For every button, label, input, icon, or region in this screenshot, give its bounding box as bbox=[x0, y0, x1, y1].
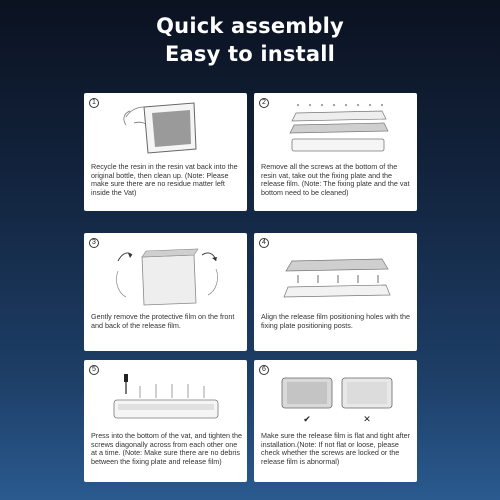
step-card-5 bbox=[84, 360, 247, 482]
vat-exploded-illustration bbox=[274, 99, 400, 161]
step-text-1: Recycle the resin in the resin vat back into the original bottle, then clean up. (Note: Please make sure there are no residue matter left inside the Vat) bbox=[91, 162, 238, 197]
release-film-icon bbox=[286, 259, 388, 271]
arrow-icon bbox=[202, 253, 216, 261]
step-card-2 bbox=[254, 93, 417, 211]
step-text-4: Align the release film positioning holes with the fixing plate positioning posts. bbox=[261, 312, 411, 330]
step-text-5: Press into the bottom of the vat, and tighten the screws diagonally across from each other one at a time. (Note: Make sure there are no debris between the fixing plate and release film) bbox=[91, 431, 243, 466]
step-card-6 bbox=[254, 360, 417, 482]
fixing-plate-icon bbox=[292, 111, 386, 121]
step-card-1 bbox=[84, 93, 247, 211]
step-text-6: Make sure the release film is flat and tight after installation.(Note: If not flat or loose, please check whether the screws are locked or the release film is abnormal) bbox=[261, 431, 411, 466]
tighten-screws-illustration bbox=[104, 368, 230, 426]
hand-icon bbox=[116, 271, 126, 297]
peel-film-illustration bbox=[104, 241, 230, 311]
step-number-5: 5 bbox=[89, 365, 99, 375]
check-icon: ✔ bbox=[303, 415, 311, 425]
screwdriver-icon bbox=[124, 374, 128, 394]
screw-row-icon bbox=[297, 104, 383, 106]
title-line-2: Easy to install bbox=[164, 42, 336, 66]
align-film-illustration bbox=[274, 241, 400, 311]
fixing-plate-icon bbox=[284, 285, 390, 297]
film-check-illustration bbox=[274, 368, 400, 426]
step-number-4: 4 bbox=[259, 238, 269, 248]
step-card-4 bbox=[254, 233, 417, 351]
step-number-2: 2 bbox=[259, 98, 269, 108]
arrow-icon bbox=[298, 275, 378, 283]
step-text-2: Remove all the screws at the bottom of the resin vat, take out the fixing plate and the release film. (Note: The fixing plate and the vat bottom need to be cleaned) bbox=[261, 162, 410, 197]
vat-icon bbox=[144, 103, 196, 153]
step-card-3 bbox=[84, 233, 247, 351]
step-number-3: 3 bbox=[89, 238, 99, 248]
release-film-icon bbox=[142, 255, 196, 305]
page-title bbox=[0, 12, 500, 68]
cross-icon: ✕ bbox=[363, 415, 371, 425]
step-text-3: Gently remove the protective film on the front and back of the release film. bbox=[91, 312, 235, 330]
step-number-1: 1 bbox=[89, 98, 99, 108]
vat-emptying-illustration bbox=[104, 99, 230, 161]
release-film-icon bbox=[290, 123, 388, 133]
hand-icon bbox=[208, 269, 218, 295]
step-number-6: 6 bbox=[259, 365, 269, 375]
title-line-1: Quick assembly bbox=[156, 14, 344, 38]
vat-icon bbox=[292, 139, 384, 151]
